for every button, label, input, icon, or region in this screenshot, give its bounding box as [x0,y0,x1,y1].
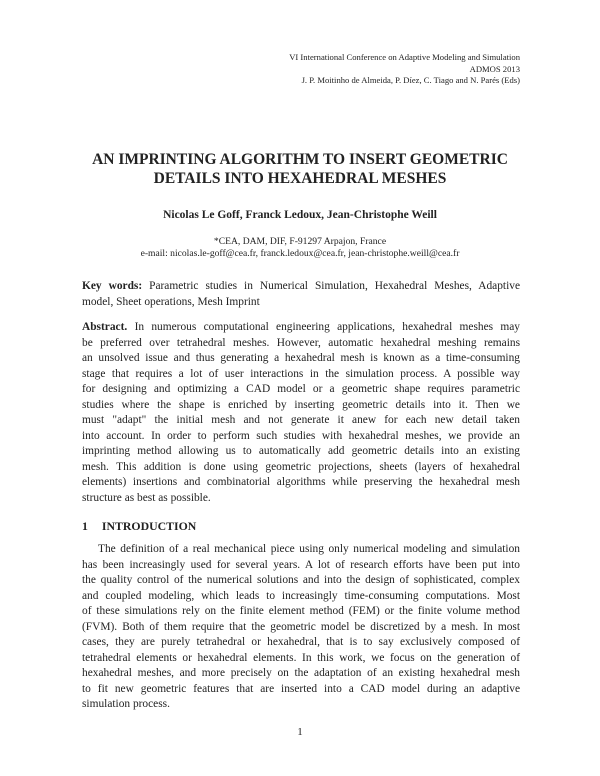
intro-line: tetrahedral elements or hexahedral elements. In this work, we focus on the generation of [82,651,520,664]
abstract-line: In numerous computational engineering applications, hexahedral meshes may [134,321,520,333]
intro-line: has been increasingly used for several years. A lot of research efforts have been put into [82,558,520,571]
header-line: VI International Conference on Adaptive Modeling and Simulation [289,52,520,62]
header-line: J. P. Moitinho de Almeida, P. Díez, C. Tiago and N. Parés (Eds) [301,75,520,86]
section-heading [82,519,196,534]
keywords-text: Parametric studies in Numerical Simulation, Hexahedral Meshes, Adaptive [149,280,520,292]
email-line: e-mail: nicolas.le-goff@cea.fr, franck.ledoux@cea.fr, jean-christophe.weill@cea.fr [140,248,460,259]
intro-line: The definition of a real mechanical piece using only numerical modeling and simulation [98,543,520,555]
abstract-line: studies where the shape is enriched by inserting geometric details into it. Then we [82,398,520,411]
header-line: ADMOS 2013 [469,63,520,74]
intro-line: and coupled modeling, which leads to increasingly time-consuming computations. Most [82,589,520,602]
section-title: INTRODUCTION [101,519,197,533]
intro-line: hexahedral meshes, and more precisely on the adaptation of an existing hexahedral mesh [82,667,520,679]
paper-title [60,150,540,188]
title-line: AN IMPRINTING ALGORITHM TO INSERT GEOMETRIC [92,151,508,168]
keywords-text: model, Sheet operations, Mesh Imprint [82,295,260,308]
intro-line: (FVM). Both of them require that the geometric model be discretized by a mesh. In most [82,620,520,633]
conference-header [289,52,520,87]
abstract-line: must "adapt" the initial mesh and not generate it anew for each new detail taken [82,414,520,426]
page-number: 1 [297,726,303,738]
keywords-label: Key words: [82,280,143,292]
abstract-line: for designing and optimizing a CAD model or a geometric shape requires parametric [82,383,520,395]
abstract-line: into account. In order to perform such studies with hexahedral meshes, we provide an [82,429,520,442]
title-line: DETAILS INTO HEXAHEDRAL MESHES [153,170,447,187]
abstract-line: mesh. This addition is done using geometric projections, sheets (layers of hexahedral [82,460,520,473]
introduction-paragraph [82,542,520,713]
affiliation [60,236,540,260]
abstract-line: an unsolved issue and thus generating a hexahedral mesh is known as a time-consuming [82,352,520,364]
abstract-label: Abstract. [82,321,128,333]
authors: Nicolas Le Goff, Franck Ledoux, Jean-Christophe Weill [163,209,437,221]
abstract-line: stage that requires a lot of user interactions in the simulation process. A possible way [82,367,520,380]
abstract-line: structure as best as possible. [82,491,211,504]
abstract-line: imprinting method allowing us to automatically add geometric details into an existing [82,445,520,457]
abstract-line: elements) insertions and combinatorial algorithms while preserving the hexahedral mesh [82,476,520,488]
intro-line: simulation process. [82,698,170,710]
section-number: 1 [82,519,88,533]
keywords [82,279,520,310]
intro-line: cases, they are purely tetrahedral or hexahedral, that is to say exclusively composed of [82,636,520,648]
abstract-line: be preferred over tetrahedral meshes. However, automatic hexahedral meshing remains [82,336,520,349]
intro-line: of these simulations rely on the finite element method (FEM) or the finite volume method [82,605,520,617]
intro-line: the quality control of the numerical solutions and into the design of sophisticated, complex [82,574,520,586]
intro-line: to fit new geometric features that are inserted into a CAD model during an adaptive [82,682,520,695]
affiliation-line: *CEA, DAM, DIF, F-91297 Arpajon, France [213,236,387,247]
abstract [82,320,520,506]
